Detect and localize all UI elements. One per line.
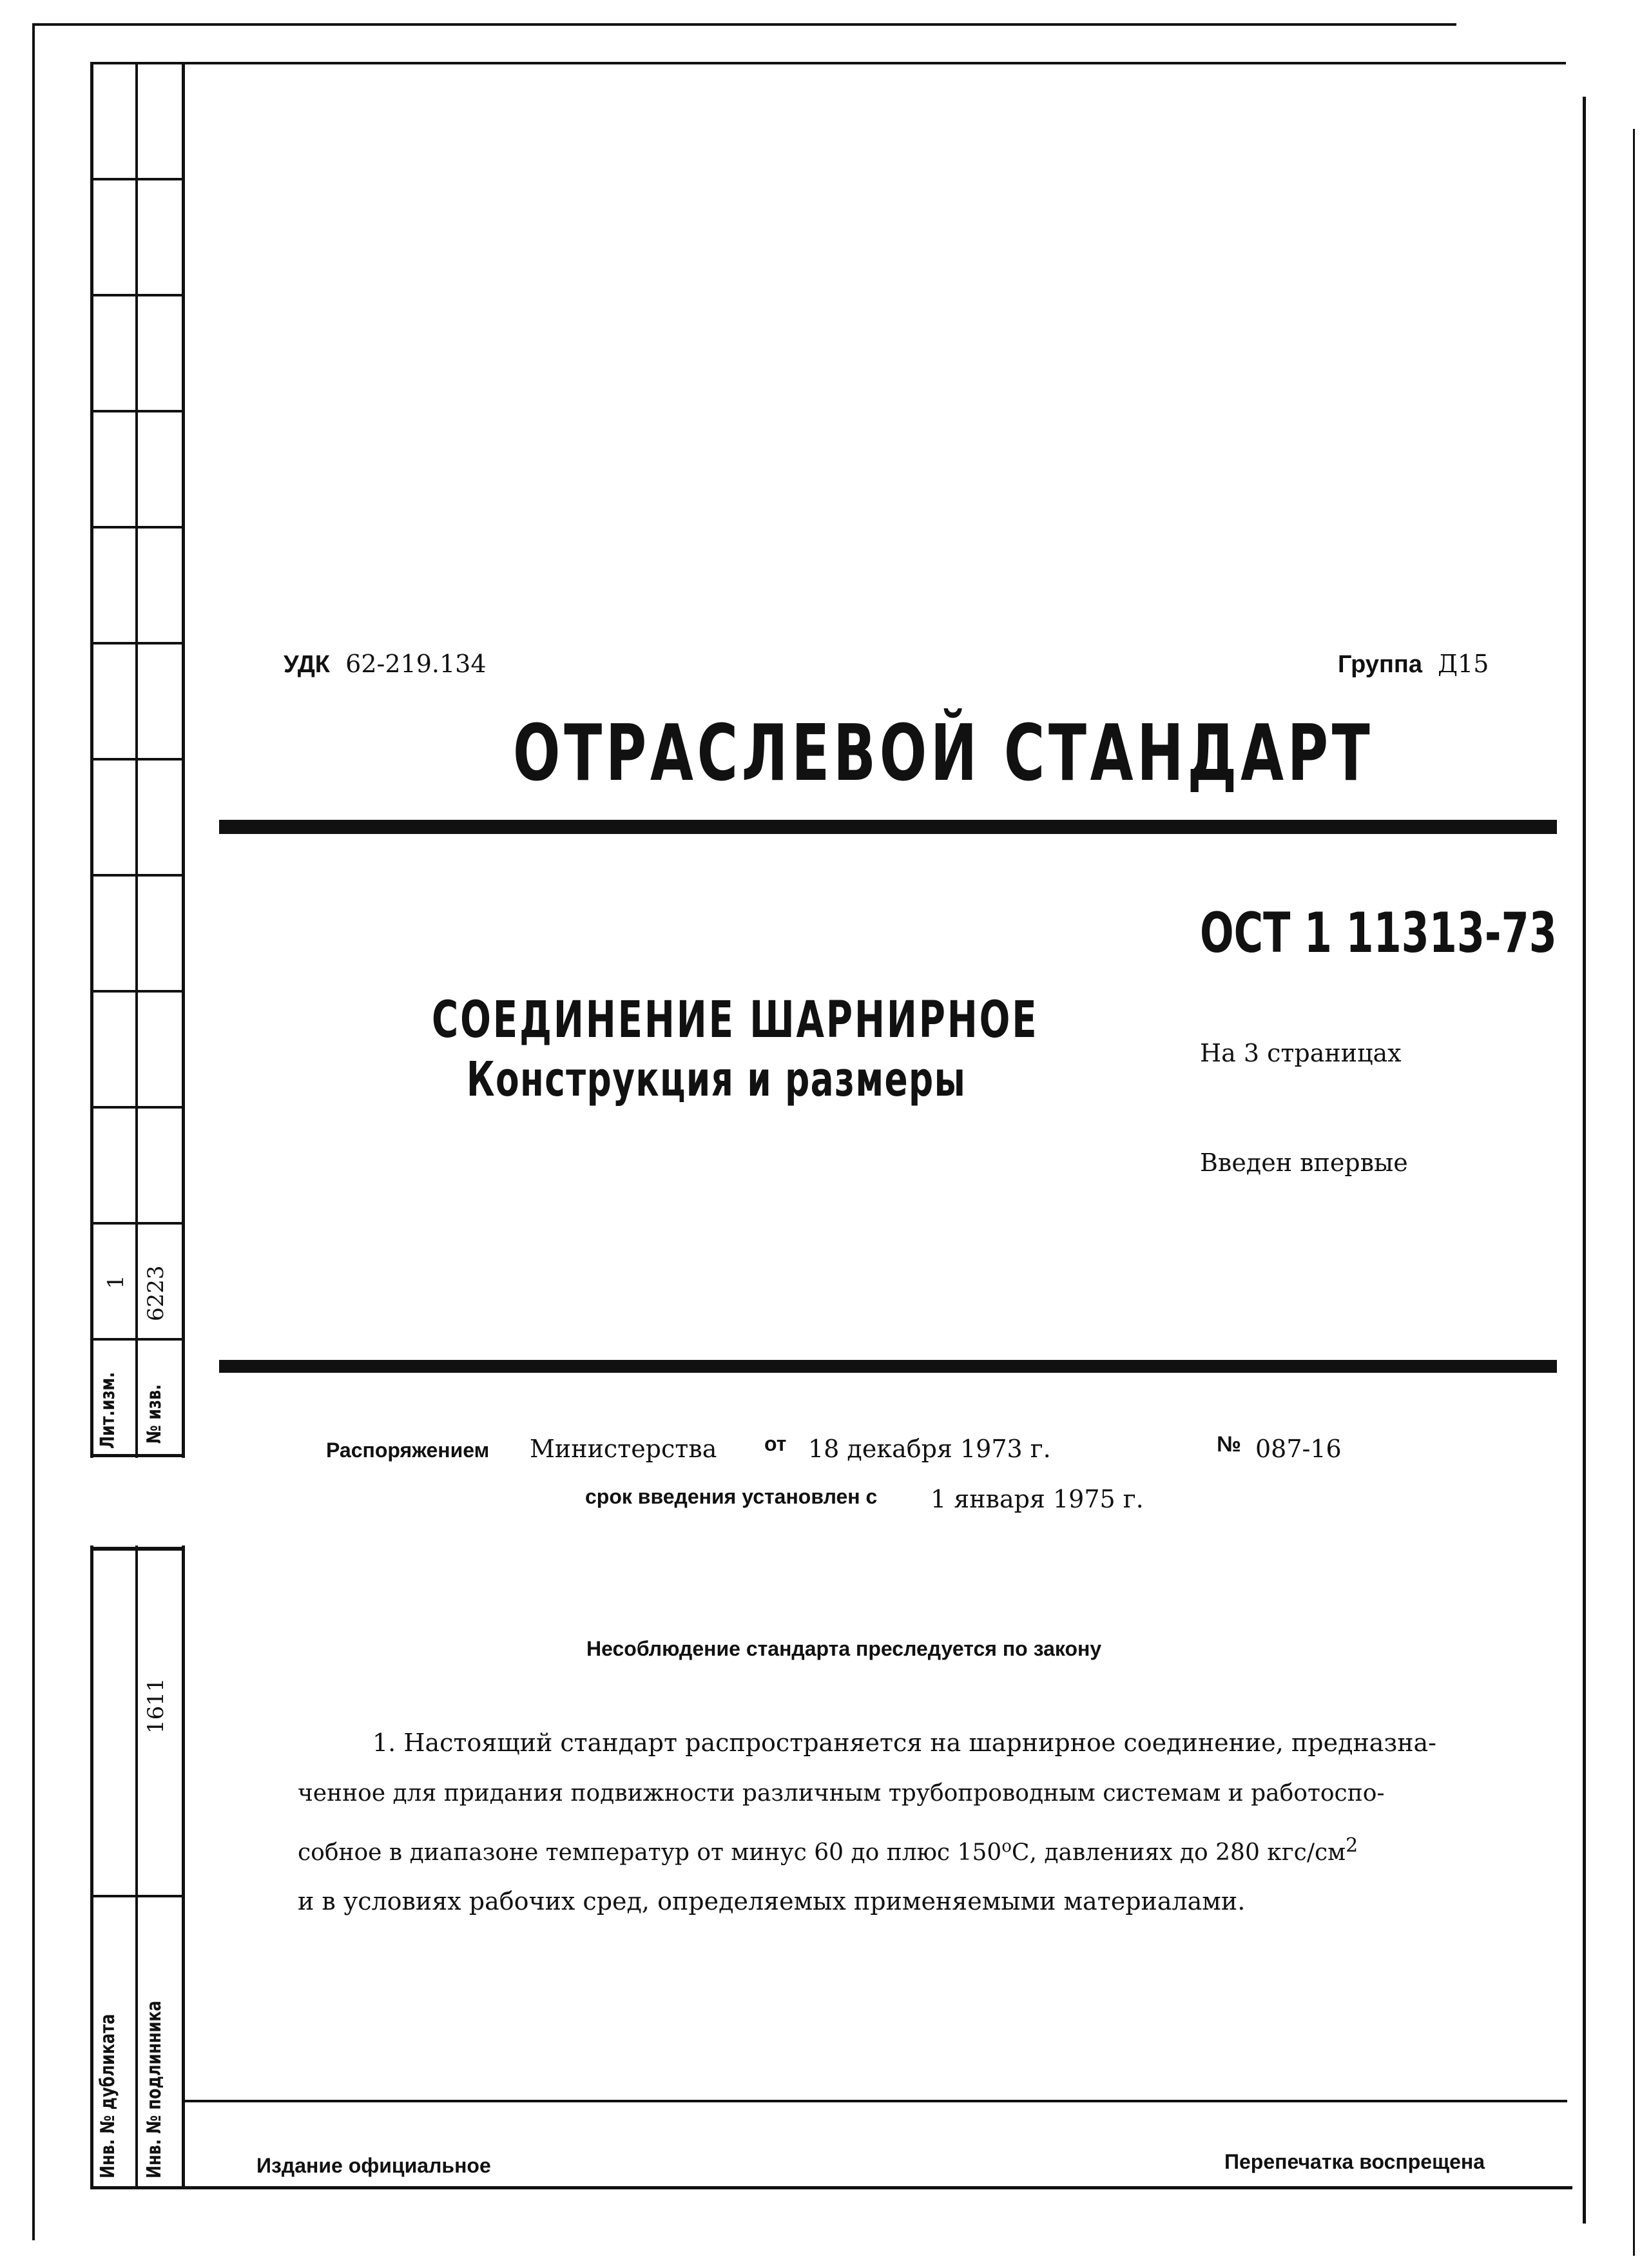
- frame-top: [90, 62, 1566, 64]
- sidebar-sep: [90, 1222, 185, 1225]
- frame-left-mid: [135, 62, 138, 2189]
- sidebar-orig-label: Инв. № подлинника: [143, 2001, 166, 2178]
- term-label: срок введения установлен с: [585, 1485, 878, 1508]
- footer-right: Перепечатка воспрещена: [1224, 2150, 1485, 2173]
- sidebar-sep: [90, 1547, 185, 1551]
- sidebar-sep: [90, 526, 185, 528]
- top-border: [32, 23, 1456, 26]
- paragraph-line3-b: С, давлениях до 280 кгс/см: [1011, 1839, 1346, 1866]
- udk: [284, 650, 487, 679]
- sidebar-lit-value: 1: [103, 1275, 129, 1289]
- paragraph-line4: и в условиях рабочих сред, определяемых применяемыми материалами.: [298, 1887, 1246, 1915]
- standard-number-wrap: [1200, 901, 1651, 965]
- paragraph-line3-a: собное в диапазоне температур от минус 60 до плюс 150: [298, 1839, 1002, 1866]
- footer-rule: [182, 2100, 1567, 2102]
- order-line: [326, 1435, 489, 1463]
- frame-bottom: [90, 2186, 1572, 2189]
- sidebar-sep: [90, 178, 185, 180]
- group-label: Группа: [1338, 651, 1422, 678]
- rule-top: [219, 820, 1557, 834]
- sidebar-sep: [90, 1338, 185, 1341]
- frame-left-inner: [182, 62, 185, 2189]
- sidebar-sep: [90, 874, 185, 877]
- group: [1338, 650, 1489, 679]
- power-two: 2: [1346, 1834, 1358, 1857]
- sidebar-izv-value: 6223: [143, 1265, 169, 1321]
- sidebar-sep: [90, 1106, 185, 1109]
- sidebar-gap: [90, 1458, 186, 1546]
- main-title-wrap: [513, 709, 1651, 799]
- sidebar-sep: [90, 1454, 185, 1457]
- left-edge: [32, 23, 35, 2240]
- udk-label: УДК: [284, 651, 330, 678]
- sidebar-sep: [90, 642, 185, 645]
- pages-count: На 3 страницах: [1200, 1039, 1402, 1067]
- sidebar-izv-label: № изв.: [143, 1384, 166, 1444]
- standard-title-2-wrap: [467, 1052, 1161, 1107]
- warning-text: Несоблюдение стандарта преследуется по закону: [586, 1637, 1102, 1660]
- standard-title-1-wrap: [432, 991, 1275, 1049]
- sidebar-sep: [90, 410, 185, 412]
- sidebar-orig-value: 1611: [143, 1678, 169, 1734]
- paragraph-line2: ченное для придания подвижности различным трубопроводным системам и работоспо-: [298, 1780, 1385, 1807]
- paragraph-line1: 1. Настоящий стандарт распространяется на шарнирное соединение, предназна-: [372, 1729, 1437, 1757]
- degree-sign: о: [1001, 1837, 1012, 1856]
- standard-title-line1: СОЕДИНЕНИЕ ШАРНИРНОЕ: [432, 991, 1039, 1049]
- sidebar-sep: [90, 990, 185, 993]
- order-date: 18 декабря 1973 г.: [808, 1435, 1051, 1463]
- order-label: Распоряжением: [326, 1439, 490, 1462]
- term-date: 1 января 1975 г.: [931, 1485, 1144, 1513]
- paragraph-line3: [298, 1834, 1358, 1866]
- introduced: Введен впервые: [1200, 1149, 1408, 1177]
- order-num-value: 087-16: [1255, 1435, 1342, 1463]
- order-num-label: №: [1217, 1432, 1241, 1457]
- main-title: ОТРАСЛЕВОЙ СТАНДАРТ: [513, 709, 1374, 799]
- order-ministry: Министерства: [530, 1435, 717, 1463]
- standard-title-line2: Конструкция и размеры: [467, 1052, 967, 1107]
- frame-left-outer: [90, 62, 93, 2189]
- order-from: от: [764, 1432, 787, 1455]
- sidebar-sep: [90, 1895, 185, 1897]
- sidebar-lit-label: Лит.изм.: [97, 1371, 119, 1449]
- group-value: Д15: [1438, 650, 1489, 678]
- rule-bottom: [219, 1360, 1557, 1373]
- footer-left: Издание официальное: [256, 2154, 491, 2177]
- udk-value: 62-219.134: [345, 650, 487, 678]
- standard-number: ОСТ 1 11313-73: [1200, 901, 1557, 965]
- sidebar-sep: [90, 758, 185, 761]
- sidebar-sep: [90, 294, 185, 296]
- right-edge-main: [1583, 97, 1586, 2224]
- sidebar-dup-label: Инв. № дубликата: [97, 2013, 119, 2178]
- right-edge-outer: [1633, 129, 1635, 2256]
